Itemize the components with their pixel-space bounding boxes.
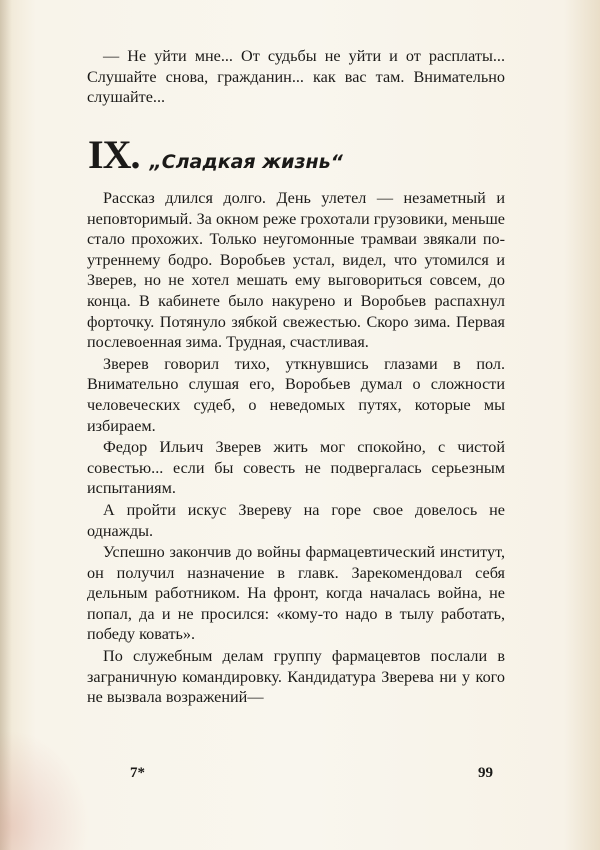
paragraph: Рассказ длился долго. День улетел — незаметный и неповторимый. За окном реже грохотали грузовики, меньше стало прохожих. Только неугомонные трамваи звякали по-утреннему бодро. Воробьев устал, видел, что утомился и Зверев, но не хотел мешать ему выговориться совсем, до конца. В кабинете было накурено и Воробьев распахнул форточку. Потянуло зябкой свежестью. Скоро зима. Первая послевоенная зима. Трудная, счастливая. [87,189,505,352]
chapter-body [87,188,505,708]
intro-paragraph: — Не уйти мне... От судьбы не уйти и от расплаты... Слушайте снова, гражданин... как вас там. Внимательно слушайте... [87,47,505,107]
signature-mark: 7* [130,765,145,781]
paragraph: По служебным делам группу фармацевтов послали в заграничную командировку. Кандидатура Зверева ни у кого не вызвала возражений— [87,647,505,707]
paragraph: Зверев говорил тихо, уткнувшись глазами в пол. Внимательно слушая его, Воробьев думал о сложности человеческих судеб, о неведомых путях, которые мы избираем. [87,354,505,435]
chapter-number: IX. [88,132,140,177]
page-spine-shadow [0,0,12,850]
page-number: 99 [478,765,493,781]
paragraph: Федор Ильич Зверев жить мог спокойно, с чистой совестью... если бы совесть не подвергалась серьезным испытаниям. [87,438,505,498]
chapter-heading [88,132,508,177]
page-stain [0,730,90,850]
intro-text [87,46,505,108]
paragraph: Успешно закончив до войны фармацевтический институт, он получил назначение в главк. Зарекомендовал себя дельным работником. На фронт, когда началась война, не попал, да и не просился: «кому-то надо в тылу работать, победу ковать». [87,543,505,644]
chapter-title: „Сладкая жизнь“ [149,151,343,173]
paragraph: А пройти искус Звереву на горе свое довелось не однажды. [87,500,505,540]
